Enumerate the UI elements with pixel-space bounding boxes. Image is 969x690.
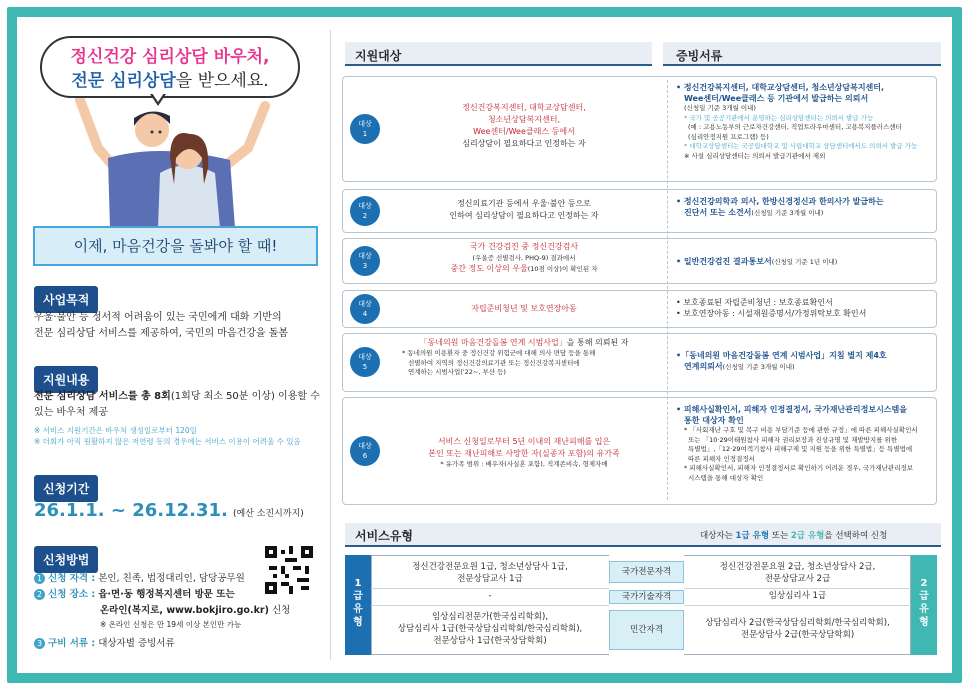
target-5-rest: 을 통해 의뢰된 자 <box>566 338 629 347</box>
badge-num: 4 <box>362 310 368 318</box>
badge-label: 대상 <box>358 202 372 210</box>
service-left-sep <box>371 605 609 606</box>
docs-4 <box>676 297 934 319</box>
period-date: 26.1.1. ~ 26.12.31. <box>34 500 228 521</box>
target-3-line <box>386 263 662 275</box>
method-text-1: 본인, 친족, 법정대리인, 담당공무원 <box>98 573 245 584</box>
method-online[interactable] <box>34 603 291 619</box>
bubble-line2-rest: 을 받으세요. <box>175 71 269 91</box>
service-cell: 정신건강전문요원 2급, 청소년상담사 2급, <box>719 562 876 572</box>
docs-6-line: * 피해사실확인서, 피해자 인정결정서로 확인하기 어려운 경우, 국가재난관리정보 <box>684 464 914 472</box>
docs-6-line: 통한 대상자 확인 <box>684 416 744 425</box>
target-text-1 <box>386 102 662 150</box>
service-note-a: 대상자는 <box>700 531 736 541</box>
bubble-line2 <box>42 69 298 93</box>
docs-5 <box>676 350 934 373</box>
target-1-line: 심리상담이 필요하다고 인정하는 자 <box>462 139 586 148</box>
bubble-line1: 정신건강 심리상담 바우처, <box>70 47 270 67</box>
service-cell: 임상심리전문가(한국심리학회), <box>431 612 549 622</box>
docs-3-small: (신청일 기준 1년 이내) <box>771 258 838 266</box>
target-3-strong: 중간 정도 이상의 우울 <box>450 264 528 273</box>
service-right-sep <box>684 605 911 606</box>
docs-1-line: ※ 사설 심리상담센터는 의뢰서 발급기관에서 제외 <box>684 151 826 160</box>
docs-6-line: 특별법」,「12·29여객기참사 피해구제 및 지원 등을 위한 특별법」등 특별법에 <box>688 445 913 453</box>
content-text <box>34 389 319 421</box>
target-3-line: 국가 건강검진 중 정신건강검사 <box>469 242 579 251</box>
content-note2: ※ 더회가 아직 원활하지 않은 저연령 등의 경우에는 서비스 이용이 어려울 수 있음 <box>34 437 301 446</box>
service-row-type: 민간자격 <box>609 610 684 650</box>
target-badge-1 <box>350 114 380 144</box>
docs-1-line: * 대학교상담센터는 국공립대학교 및 사립대학교 상담센터에서도 의뢰서 발급 가능 <box>684 142 918 150</box>
target-2-line: 정신의료기관 등에서 우울·불안 등으로 <box>457 199 591 208</box>
target-5-note: 선별하여 지역의 정신건강의료기관 또는 정신건강복지센터에 <box>408 358 580 367</box>
method-label-1: 신청 자격 : <box>48 573 96 584</box>
docs-3-line: • 일반건강검진 결과통보서 <box>676 257 772 266</box>
content-tag: 지원내용 <box>34 366 98 393</box>
docs-1-line: (심리안정지원 프로그램) 등) <box>688 132 769 141</box>
qr-code[interactable] <box>265 546 313 594</box>
badge-num: 3 <box>362 262 368 270</box>
docs-2-line: • 정신건강의학과 의사, 한방신경정신과 한의사가 발급하는 <box>676 197 884 206</box>
target-badge-2 <box>350 196 380 226</box>
badge-label: 대상 <box>358 442 372 450</box>
service-side-level1-text: 1급유형 <box>353 578 363 628</box>
service-row1-left <box>371 561 609 585</box>
target-text-2 <box>386 198 662 222</box>
service-title: 서비스유형 <box>355 529 413 543</box>
docs-5-small: (신청일 기준 3개월 이내) <box>722 363 795 371</box>
target-5-note: * 동네의원 이용환자 중 정신건강 위험군에 대해 의사 면담 등을 통해 <box>402 349 596 357</box>
method-online-suffix: 신청 <box>268 605 291 616</box>
period-tag: 신청기간 <box>34 475 98 502</box>
method-num-2: 2 <box>34 589 45 600</box>
docs-6-line: 또는 「10·29이태원참사 피해자 권리보장과 진상규명 및 재발방지를 위한 <box>688 435 898 444</box>
service-right-sep <box>684 588 911 589</box>
target-5-strong: 「동네의원 마음건강돌봄 연계 시범사업」 <box>419 338 567 347</box>
purpose-line2-b: , 국민의 마음건강을 돌봄 <box>178 328 289 339</box>
docs-6-line: 따른 피해자 인정결정서 <box>688 454 755 463</box>
docs-3 <box>676 256 934 268</box>
purpose-text <box>34 310 319 342</box>
method-num-1: 1 <box>34 573 45 584</box>
target-1-line: 정신건강복지센터, 대학교상담센터, <box>462 103 586 112</box>
method-online-note: ※ 온라인 신청은 만 19세 이상 본인만 가능 <box>100 620 242 629</box>
target-badge-5 <box>350 347 380 377</box>
slogan-banner: 이제, 마음건강을 돌봐야 할 때! <box>33 226 318 266</box>
badge-label: 대상 <box>358 252 372 260</box>
period-row <box>34 500 304 521</box>
service-row3-right <box>684 617 911 641</box>
target-3-small: (10점 이상)이 확인된 자 <box>527 265 598 273</box>
content-line1-b: (1회당 최소 50분 이상) 이용할 수 <box>170 391 320 402</box>
target-header: 지원대상 <box>355 49 402 63</box>
badge-num: 2 <box>362 212 368 220</box>
docs-6-line: * 「사회재난 구호 및 복구 비용 부담기준 등에 관한 규정」에 따른 피해사실확인서 <box>684 426 918 434</box>
docs-4-line: • 보호연장아동 : 시설재원증명서/가정위탁보호 확인서 <box>676 309 867 318</box>
method-text-2: 읍·면·동 행정복지센터 방문 또는 <box>98 589 235 600</box>
target-1-line: 청소년상담복지센터, <box>487 115 561 124</box>
bubble-tail-inner <box>152 93 164 102</box>
service-cell: 정신건강전문요원 1급, 청소년상담사 1급, <box>412 562 568 572</box>
content-line2: 있는 바우처 제공 <box>34 407 108 418</box>
target-badge-3 <box>350 246 380 276</box>
service-note-b: 1급 유형 <box>735 531 770 541</box>
service-side-level1 <box>345 555 371 655</box>
target-5-note: 연계하는 시범사업('22~, 부산 등) <box>408 368 506 376</box>
badge-num: 6 <box>362 452 368 460</box>
service-cell: 상담심리사 1급(한국상담심리학회/한국심리학회), <box>397 624 583 634</box>
badge-num: 5 <box>362 363 368 371</box>
target-1-line: Wee센터/Wee클래스 등에서 <box>473 127 575 136</box>
purpose-line2-a: 전문 심리상담 서비스를 제공하여 <box>34 328 179 339</box>
service-cell: 상담심리사 2급(한국상담심리학회/한국심리학회), <box>705 618 890 628</box>
method-label-2: 신청 장소 : <box>48 589 96 600</box>
service-cell: 전문상담사 2급(한국상담학회) <box>740 630 855 640</box>
badge-label: 대상 <box>358 120 372 128</box>
service-row1-right <box>684 561 911 585</box>
target-5-line <box>386 337 662 349</box>
service-cell: 전문상담사 1급(한국상담학회) <box>433 636 547 646</box>
purpose-line2 <box>34 326 319 342</box>
service-cell: 전문상담교사 2급 <box>764 574 831 584</box>
target-badge-6 <box>350 436 380 466</box>
docs-2-line: 진단서 또는 소견서 <box>684 208 752 217</box>
docs-1-line: (신청일 기준 3개월 이내) <box>684 104 756 112</box>
service-note-c: 또는 <box>769 531 791 541</box>
service-row3-left <box>371 611 609 647</box>
row-separator <box>667 80 668 500</box>
docs-1-line: * 국가 및 공공기관에서 운영하는 심리상담센터는 의뢰서 발급 가능 <box>684 113 874 122</box>
target-6-note: * 유가족 범위 : 배우자(사실혼 포함), 직계존비속, 형제자매 <box>440 460 608 468</box>
docs-6-line: • 피해사실확인서, 피해자 인정결정서, 국가재난관리정보시스템을 <box>676 405 907 414</box>
docs-2 <box>676 196 934 219</box>
period-note: (예산 소진시까지) <box>232 509 304 519</box>
target-6-line: 본인 또는 재난피해로 사망한 자(실종자 포함)의 유가족 <box>428 449 620 458</box>
service-note-d: 2급 유형 <box>790 531 825 541</box>
target-6-line: 서비스 신청일로부터 5년 이내의 재난피해를 입은 <box>437 437 611 446</box>
service-cell: 임상심리사 1급 <box>768 591 827 601</box>
service-row-type: 국가전문자격 <box>609 561 684 583</box>
service-left-sep <box>371 588 609 589</box>
target-3-line: (우울증 선별검사, PHQ-9) 결과에서 <box>472 254 576 262</box>
method-text-3: 대상자별 증빙서류 <box>98 638 175 649</box>
target-text-6 <box>386 436 662 470</box>
badge-label: 대상 <box>358 353 372 361</box>
docs-4-line: • 보호종료된 자립준비청년 : 보호종료확인서 <box>676 298 833 307</box>
target-badge-4 <box>350 294 380 324</box>
target-text-4 <box>386 303 662 315</box>
method-num-3: 3 <box>34 638 45 649</box>
purpose-tag: 사업목적 <box>34 286 98 313</box>
method-tag: 신청방법 <box>34 546 98 573</box>
service-row2-left <box>371 590 609 602</box>
method-online-link[interactable]: 온라인(복지로, www.bokjiro.go.kr) <box>100 605 269 616</box>
docs-6 <box>676 404 934 483</box>
docs-5-line: 연계의뢰서 <box>684 362 723 371</box>
content-line1-a: 전문 심리상담 서비스를 총 8회 <box>34 391 171 402</box>
docs-6-line: 시스템을 통해 대상자 확인 <box>688 473 764 482</box>
badge-num: 1 <box>362 130 368 138</box>
docs-header: 증빙서류 <box>676 49 723 63</box>
bubble-line2-strong: 전문 심리상담 <box>71 71 176 91</box>
target-4-line: 자립준비청년 및 보호연장아동 <box>471 304 577 313</box>
method-label-3: 구비 서류 : <box>48 638 96 649</box>
service-side-level2 <box>911 555 937 655</box>
speech-bubble <box>40 36 300 98</box>
service-side-level2-text: 2급유형 <box>919 578 929 628</box>
docs-1-line: • 정신건강복지센터, 대학교상담센터, 청소년상담복지센터, <box>676 83 885 92</box>
method-item-1 <box>34 571 266 587</box>
content-note1: ※ 서비스 지원기간은 바우처 생성일로부터 120일 <box>34 426 197 435</box>
docs-2-small: (신청일 기준 3개월 이내) <box>751 209 824 217</box>
docs-5-line: •「동네의원 마음건강돌봄 연계 시범사업」지침 별지 제4호 <box>676 351 887 360</box>
service-note <box>700 529 887 541</box>
docs-1-line: Wee센터/Wee클래스 등 기관에서 발급하는 의뢰서 <box>684 94 869 103</box>
method-item-2 <box>34 587 266 603</box>
badge-label: 대상 <box>358 300 372 308</box>
docs-1 <box>676 82 934 161</box>
purpose-line1: 우울·불안 등 정서적 어려움이 있는 국민에게 대화 기반의 <box>34 312 282 323</box>
service-cell: - <box>488 591 492 601</box>
service-cell: 전문상담교사 1급 <box>457 574 523 584</box>
people-illustration <box>40 88 300 228</box>
docs-1-line: (예 : 고용노동부의 근로자건강센터, 직업트라우마센터, 고용복지플러스센터 <box>688 123 902 131</box>
content-notes <box>34 425 324 447</box>
target-text-5 <box>386 337 662 378</box>
method-item-3 <box>34 636 266 652</box>
target-text-3 <box>386 241 662 275</box>
service-note-e: 을 선택하여 신청 <box>824 531 888 541</box>
method-list <box>34 571 291 652</box>
service-row-type: 국가기술자격 <box>609 590 684 604</box>
target-2-line: 인하여 심리상담이 필요하다고 인정하는 자 <box>449 211 599 220</box>
service-row2-right <box>684 590 911 602</box>
column-divider <box>330 30 331 660</box>
content-line1 <box>34 389 319 405</box>
